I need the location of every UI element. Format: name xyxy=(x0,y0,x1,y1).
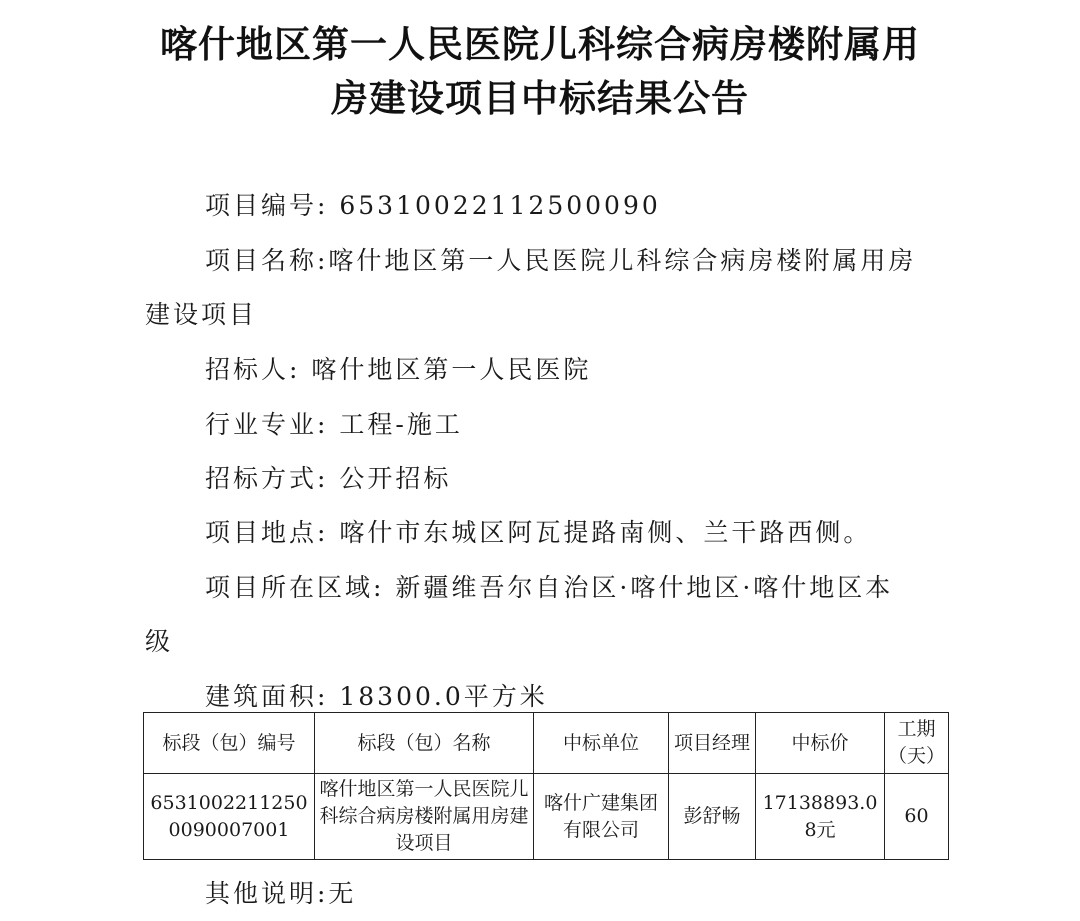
industry: 行业专业: 工程-施工 xyxy=(205,410,463,439)
document-title-line-1: 喀什地区第一人民医院儿科综合病房楼附属用 xyxy=(160,23,920,66)
cell-duration: 60 xyxy=(885,774,949,860)
table-row xyxy=(144,774,949,860)
project-region: 项目所在区域: 新疆维吾尔自治区·喀什地区·喀什地区本 xyxy=(205,573,894,602)
project-region-continued: 级 xyxy=(145,627,174,656)
document-title-line-2: 房建设项目中标结果公告 xyxy=(331,77,749,120)
cell-winner: 喀什广建集团有限公司 xyxy=(534,774,669,860)
header-manager: 项目经理 xyxy=(669,713,756,774)
header-price: 中标价 xyxy=(756,713,885,774)
project-number: 项目编号: 65310022112500090 xyxy=(205,191,661,220)
tenderer: 招标人: 喀什地区第一人民医院 xyxy=(205,355,592,384)
header-section-no: 标段（包）编号 xyxy=(144,713,315,774)
header-winner: 中标单位 xyxy=(534,713,669,774)
table-header-row xyxy=(144,713,949,774)
bid-result-table xyxy=(143,712,949,860)
project-name: 项目名称:喀什地区第一人民医院儿科综合病房楼附属用房 xyxy=(205,246,917,275)
cell-section-name: 喀什地区第一人民医院儿科综合病房楼附属用房建设项目 xyxy=(315,774,534,860)
project-location: 项目地点: 喀什市东城区阿瓦提路南侧、兰干路西侧。 xyxy=(205,518,872,547)
tender-method: 招标方式: 公开招标 xyxy=(205,464,452,493)
header-section-name: 标段（包）名称 xyxy=(315,713,534,774)
other-notes: 其他说明:无 xyxy=(205,879,357,908)
cell-section-no: 65310022112500090007001 xyxy=(144,774,315,860)
building-area: 建筑面积: 18300.0平方米 xyxy=(205,682,548,711)
project-name-continued: 建设项目 xyxy=(145,300,258,329)
cell-manager: 彭舒畅 xyxy=(669,774,756,860)
header-duration: 工期（天） xyxy=(885,713,949,774)
cell-price: 17138893.08元 xyxy=(756,774,885,860)
